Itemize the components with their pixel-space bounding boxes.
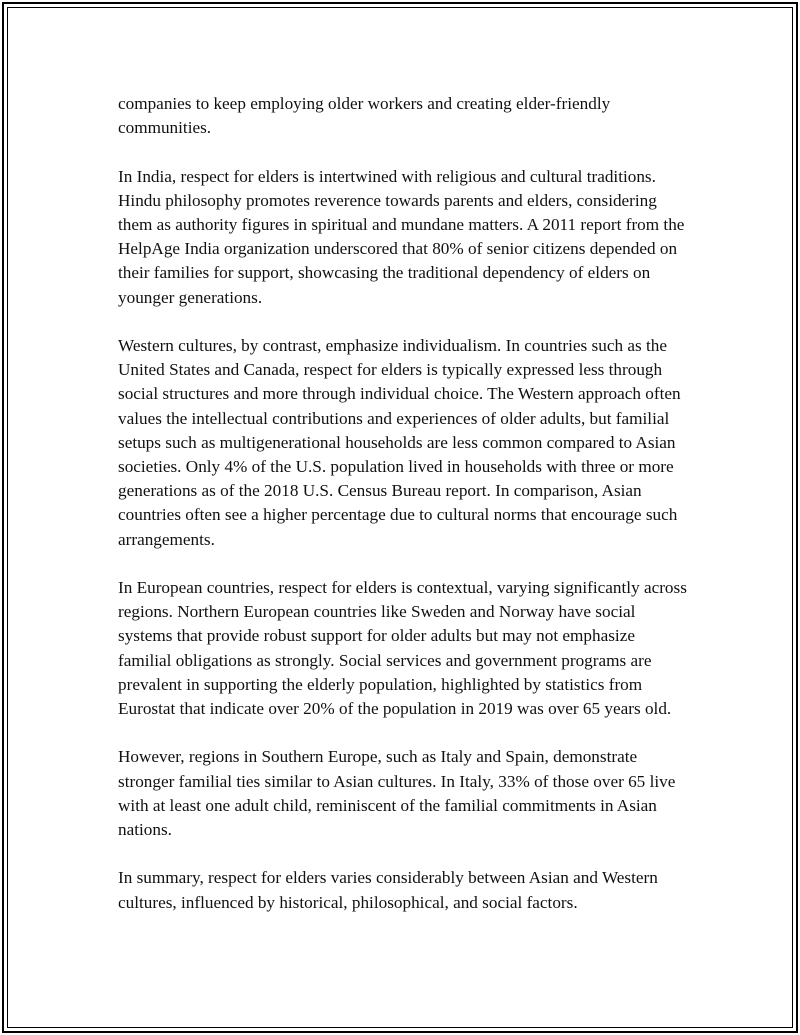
document-body: [118, 92, 690, 939]
paragraph-european-countries: In European countries, respect for elders is contextual, varying significantly across regions. Northern European countries like Sweden and Norway have social systems that provide robust support for older adults but may not emphasize familial obligations as strongly. Social services and government programs are prevalent in supporting the elderly population, highlighted by statistics from Eurostat that indicate over 20% of the population in 2019 was over 65 years old.: [118, 578, 687, 719]
paragraph-continuation: companies to keep employing older workers and creating elder-friendly communities.: [118, 94, 611, 138]
paragraph-southern-europe: However, regions in Southern Europe, such as Italy and Spain, demonstrate stronger familial ties similar to Asian cultures. In Italy, 33% of those over 65 live with at least one adult child, reminiscent of the familial commitments in Asian nations.: [118, 747, 676, 840]
paragraph-western-cultures: Western cultures, by contrast, emphasize individualism. In countries such as the United States and Canada, respect for elders is typically expressed less through social structures and more through individual choice. The Western approach often values the intellectual contributions and experiences of older adults, but familial setups such as multigenerational households are less common compared to Asian societies. Only 4% of the U.S. population lived in households with three or more generations as of the 2018 U.S. Census Bureau report. In comparison, Asian countries often see a higher percentage due to cultural norms that encourage such arrangements.: [118, 336, 681, 549]
paragraph-summary: In summary, respect for elders varies considerably between Asian and Western cultures, influenced by historical, philosophical, and social factors.: [118, 868, 658, 912]
paragraph-india: In India, respect for elders is intertwined with religious and cultural traditions. Hindu philosophy promotes reverence towards parents and elders, considering them as authority figures in spiritual and mundane matters. A 2011 report from the HelpAge India organization underscored that 80% of senior citizens depended on their families for support, showcasing the traditional dependency of elders on younger generations.: [118, 166, 685, 307]
